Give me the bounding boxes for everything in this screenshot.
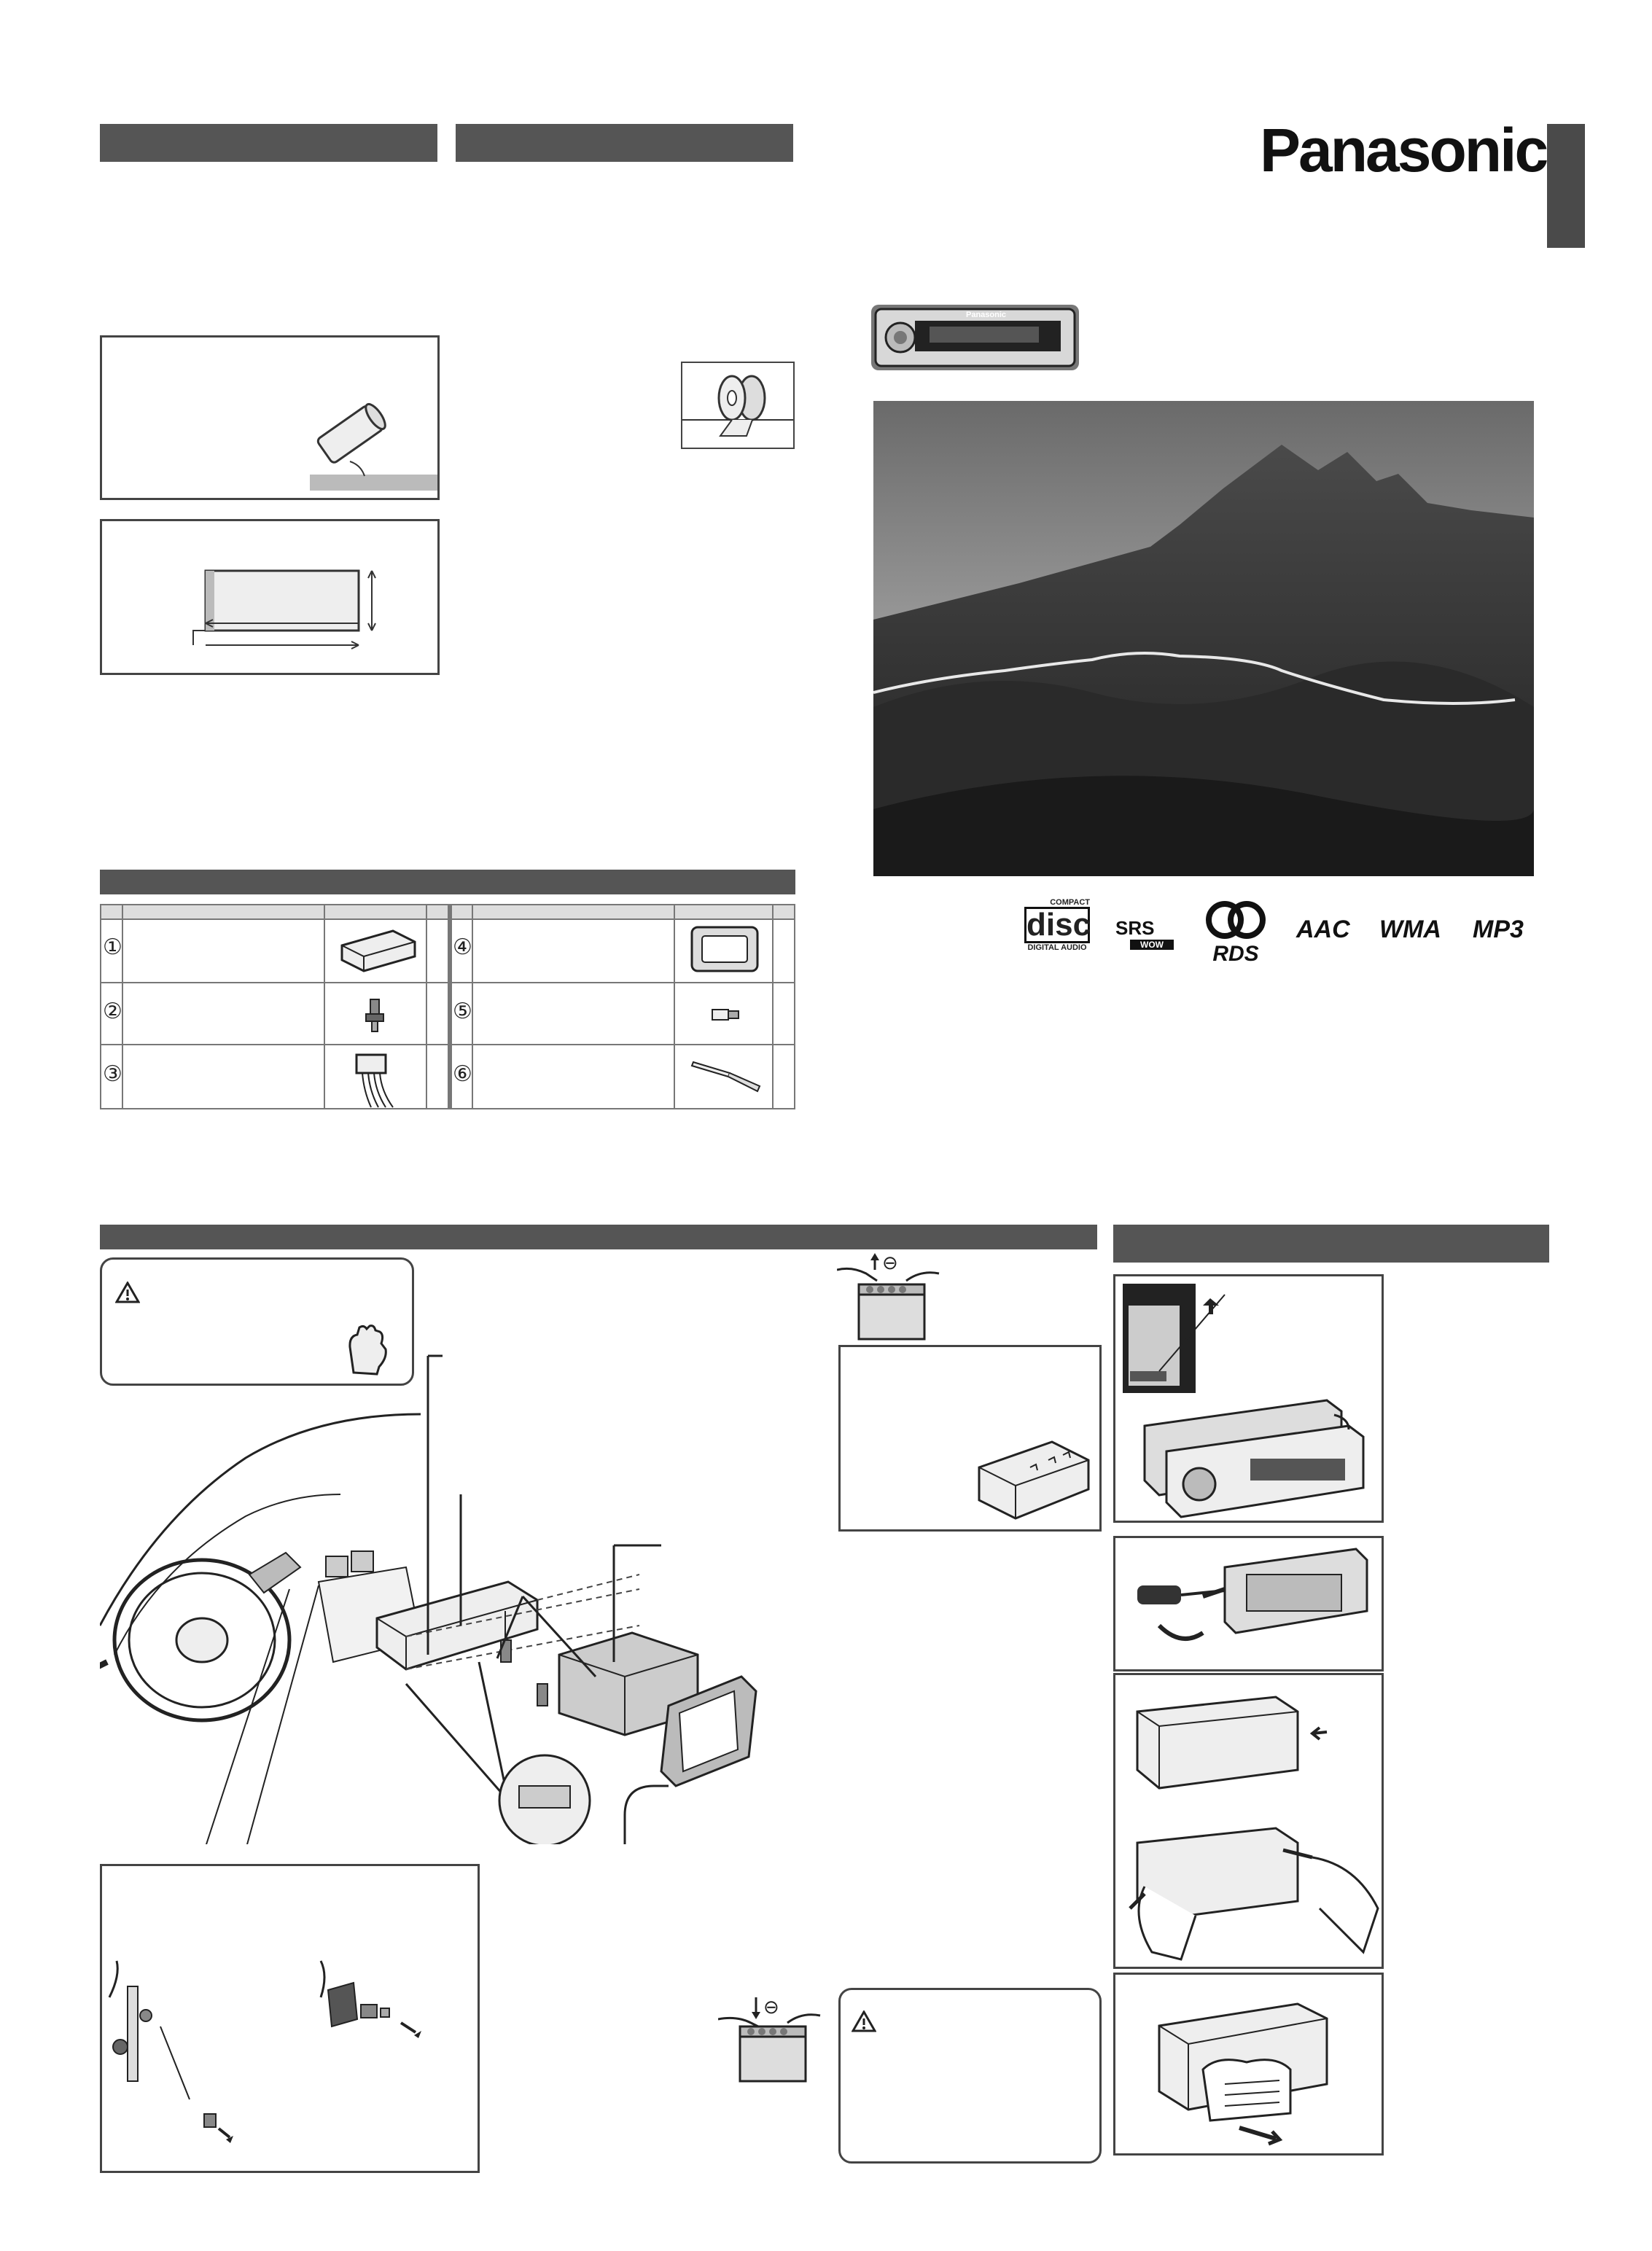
- brand-logo: Panasonic: [1260, 116, 1547, 184]
- accessories-bar: [100, 870, 795, 894]
- removal-step-2: [1113, 1536, 1384, 1671]
- cleaning-illustration: [100, 335, 440, 500]
- sleeve-illustration: [838, 1345, 1102, 1532]
- item-number-4: ④: [453, 935, 472, 960]
- removal-bar: [1113, 1225, 1549, 1263]
- dimension-illustration: [100, 519, 440, 675]
- battery-disconnect-icon: [837, 1252, 946, 1346]
- section-bar-2: [456, 124, 793, 162]
- cd-logo: COMPACT disc DIGITAL AUDIO: [1024, 898, 1090, 964]
- removal-step-3: [1113, 1673, 1384, 1969]
- accessories-table: [100, 904, 795, 1109]
- item-number-6: ⑥: [453, 1061, 472, 1087]
- aac-logo: AAC: [1296, 916, 1350, 943]
- battery-minus-top: ⊖: [882, 1252, 898, 1273]
- warning-icon: [115, 1281, 140, 1303]
- installation-bar: [100, 1225, 1097, 1249]
- item-number-3: ③: [103, 1061, 122, 1087]
- mounting-collar-icon: [335, 924, 418, 975]
- removal-step-4: [1113, 1973, 1384, 2156]
- trim-plate-icon: [685, 920, 765, 978]
- item-number-5: ⑤: [453, 999, 472, 1024]
- srs-wow-logo: SRS WOW: [1115, 917, 1181, 953]
- warning-icon: [852, 2010, 876, 2032]
- landscape-photo: [873, 401, 1534, 876]
- rds-logo: RDS: [1203, 898, 1269, 971]
- mp3-logo: MP3: [1473, 916, 1524, 943]
- table-divider: [448, 905, 452, 1109]
- lock-nut-icon: [706, 996, 743, 1033]
- battery-reconnect-icon: [718, 1990, 824, 2085]
- installation-diagram: [100, 1349, 829, 1844]
- item-number-2: ②: [103, 999, 122, 1024]
- mounting-bolt-icon: [360, 996, 389, 1033]
- power-connector-icon: [349, 1048, 408, 1109]
- battery-minus-bottom: ⊖: [763, 1996, 779, 2018]
- unit-brand-label: Panasonic: [966, 311, 1007, 319]
- language-tab: [1547, 124, 1585, 248]
- caution-box: [838, 1988, 1102, 2164]
- item-number-1: ①: [103, 935, 122, 960]
- wma-logo: WMA: [1379, 916, 1441, 943]
- section-bar-1: [100, 124, 437, 162]
- removable-key-icon: [685, 1051, 765, 1102]
- tape-roll-icon: [681, 362, 795, 449]
- product-unit-photo: [871, 305, 1079, 370]
- removal-step-1: [1113, 1274, 1384, 1523]
- hardware-detail-box: [100, 1864, 480, 2173]
